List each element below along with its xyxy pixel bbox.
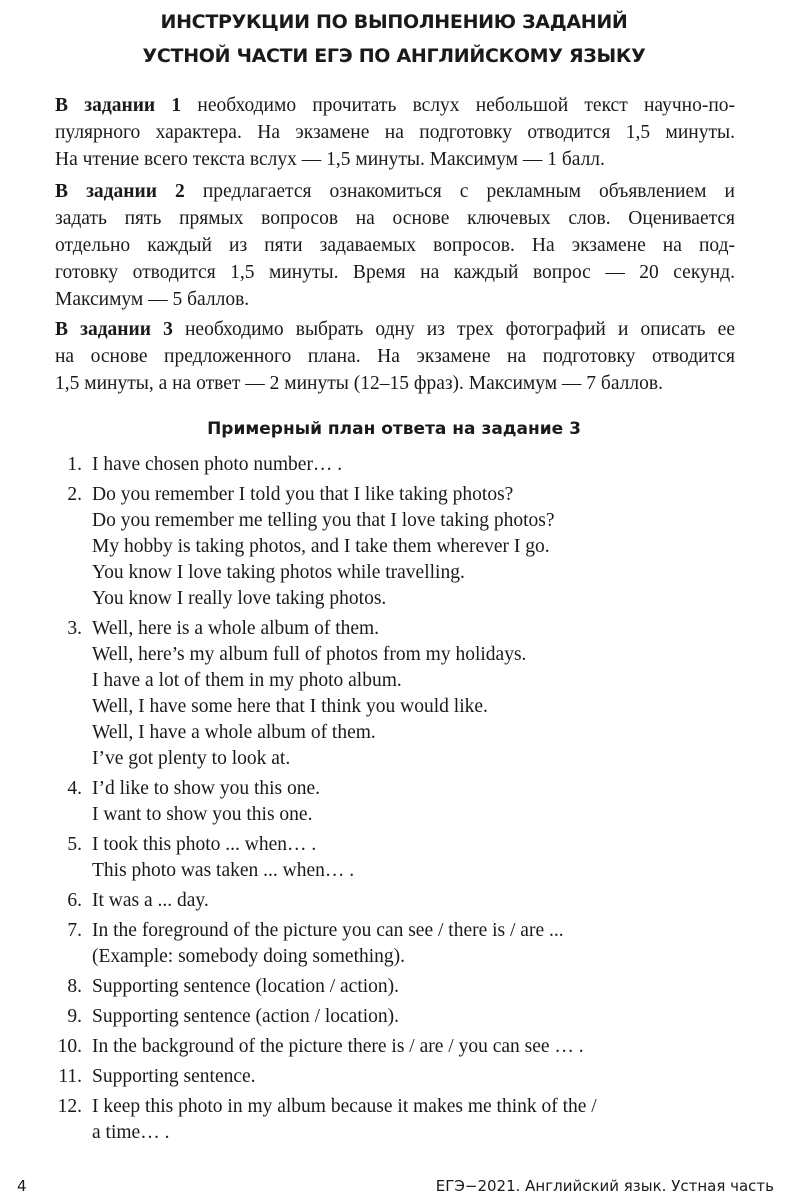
plan-item-number: 9. [67, 1006, 82, 1027]
plan-item [0, 616, 788, 772]
task-2-paragraph [55, 178, 735, 313]
plan-item-line: Supporting sentence (location / action). [92, 976, 400, 997]
plan-item-line: I have chosen photo number… . [92, 454, 343, 475]
page-title-line-2: УСТНОЙ ЧАСТИ ЕГЭ ПО АНГЛИЙСКОМУ ЯЗЫКУ [142, 45, 646, 67]
plan-item-line: a time… . [92, 1122, 170, 1143]
paragraph-line [55, 316, 735, 343]
line-text: 1,5 минуты, а на ответ — 2 минуты (12–15 фраз). Максимум — 7 баллов. [55, 373, 663, 394]
plan-item-number: 10. [57, 1036, 82, 1057]
plan-item [0, 888, 788, 914]
plan-item-line: (Example: somebody doing something). [92, 946, 406, 967]
paragraph-line [55, 232, 735, 259]
running-title: ЕГЭ−2021. Английский язык. Устная часть [435, 1177, 774, 1195]
line-text: готовку отводится 1,5 минуты. Время на каждый вопрос — 20 секунд. [55, 262, 735, 283]
plan-item-line: You know I love taking photos while travelling. [92, 562, 465, 583]
plan-item-line: I want to show you this one. [92, 804, 313, 825]
paragraph-line [55, 92, 735, 119]
plan-item-line: This photo was taken ... when… . [92, 860, 355, 881]
plan-item-number: 5. [67, 834, 82, 855]
paragraph-line [55, 205, 735, 232]
line-text: задать пять прямых вопросов на основе ключевых слов. Оценивается [55, 208, 735, 229]
task-label: В задании 2 [55, 181, 185, 202]
line-text: отдельно каждый из пяти задаваемых вопросов. На экзамене на под- [55, 235, 735, 256]
plan-item-line: I keep this photo in my album because it makes me think of the / [92, 1096, 597, 1117]
paragraph-line [55, 119, 735, 146]
line-text: предлагается ознакомиться с рекламным объявлением и [184, 181, 735, 202]
plan-item [0, 776, 788, 828]
plan-item-line: You know I really love taking photos. [92, 588, 387, 609]
plan-item-line: Well, here is a whole album of them. [92, 618, 380, 639]
plan-item-number: 11. [58, 1066, 82, 1087]
paragraph-line [55, 343, 735, 370]
task-label: В задании 3 [55, 319, 173, 340]
plan-item-number: 7. [67, 920, 82, 941]
line-text: на основе предложенного плана. На экзамене на подготовку отводится [55, 346, 735, 367]
plan-item-line: In the foreground of the picture you can see / there is / are ... [92, 920, 564, 941]
plan-item [0, 974, 788, 1000]
plan-item-line: I have a lot of them in my photo album. [92, 670, 402, 691]
page-number: 4 [17, 1177, 27, 1195]
plan-heading: Примерный план ответа на задание 3 [207, 419, 581, 439]
plan-item-line: Well, I have some here that I think you would like. [92, 696, 488, 717]
plan-item-line: It was a ... day. [92, 890, 209, 911]
plan-item [0, 1004, 788, 1030]
plan-item-number: 3. [67, 618, 82, 639]
plan-item [0, 1064, 788, 1090]
plan-item [0, 918, 788, 970]
paragraph-line [55, 259, 735, 286]
plan-item-line: My hobby is taking photos, and I take them wherever I go. [92, 536, 550, 557]
plan-item [0, 452, 788, 478]
plan-item [0, 1034, 788, 1060]
line-text: Максимум — 5 баллов. [55, 289, 250, 310]
answer-plan-list [0, 452, 788, 1150]
page-title-line-1: ИНСТРУКЦИИ ПО ВЫПОЛНЕНИЮ ЗАДАНИЙ [160, 11, 628, 33]
paragraph-line [55, 286, 735, 313]
plan-item [0, 832, 788, 884]
task-1-paragraph [55, 92, 735, 173]
plan-item [0, 482, 788, 612]
plan-item-number: 8. [67, 976, 82, 997]
line-text: пулярного характера. На экзамене на подготовку отводится 1,5 минуты. [55, 122, 735, 143]
plan-item-line: Do you remember I told you that I like taking photos? [92, 484, 514, 505]
plan-item-line: I’ve got plenty to look at. [92, 748, 291, 769]
line-text: На чтение всего текста вслух — 1,5 минуты. Максимум — 1 балл. [55, 149, 605, 170]
line-text: необходимо прочитать вслух небольшой текст научно-по- [181, 95, 735, 116]
task-label: В задании 1 [55, 95, 182, 116]
plan-item-line: Supporting sentence. [92, 1066, 256, 1087]
plan-item-number: 4. [67, 778, 82, 799]
line-text: необходимо выбрать одну из трех фотографий и описать ее [172, 319, 735, 340]
plan-item-line: Do you remember me telling you that I love taking photos? [92, 510, 555, 531]
plan-item-line: In the background of the picture there is / are / you can see … . [92, 1036, 584, 1057]
plan-item-line: Well, here’s my album full of photos from my holidays. [92, 644, 527, 665]
plan-item [0, 1094, 788, 1146]
paragraph-line [55, 178, 735, 205]
plan-item-line: Supporting sentence (action / location). [92, 1006, 400, 1027]
plan-item-line: I took this photo ... when… . [92, 834, 317, 855]
plan-item-number: 1. [67, 454, 82, 475]
task-3-paragraph [55, 316, 735, 397]
paragraph-line [55, 146, 735, 173]
plan-item-number: 6. [67, 890, 82, 911]
plan-item-number: 12. [57, 1096, 82, 1117]
plan-item-line: I’d like to show you this one. [92, 778, 321, 799]
plan-item-line: Well, I have a whole album of them. [92, 722, 376, 743]
paragraph-line [55, 370, 735, 397]
plan-item-number: 2. [67, 484, 82, 505]
